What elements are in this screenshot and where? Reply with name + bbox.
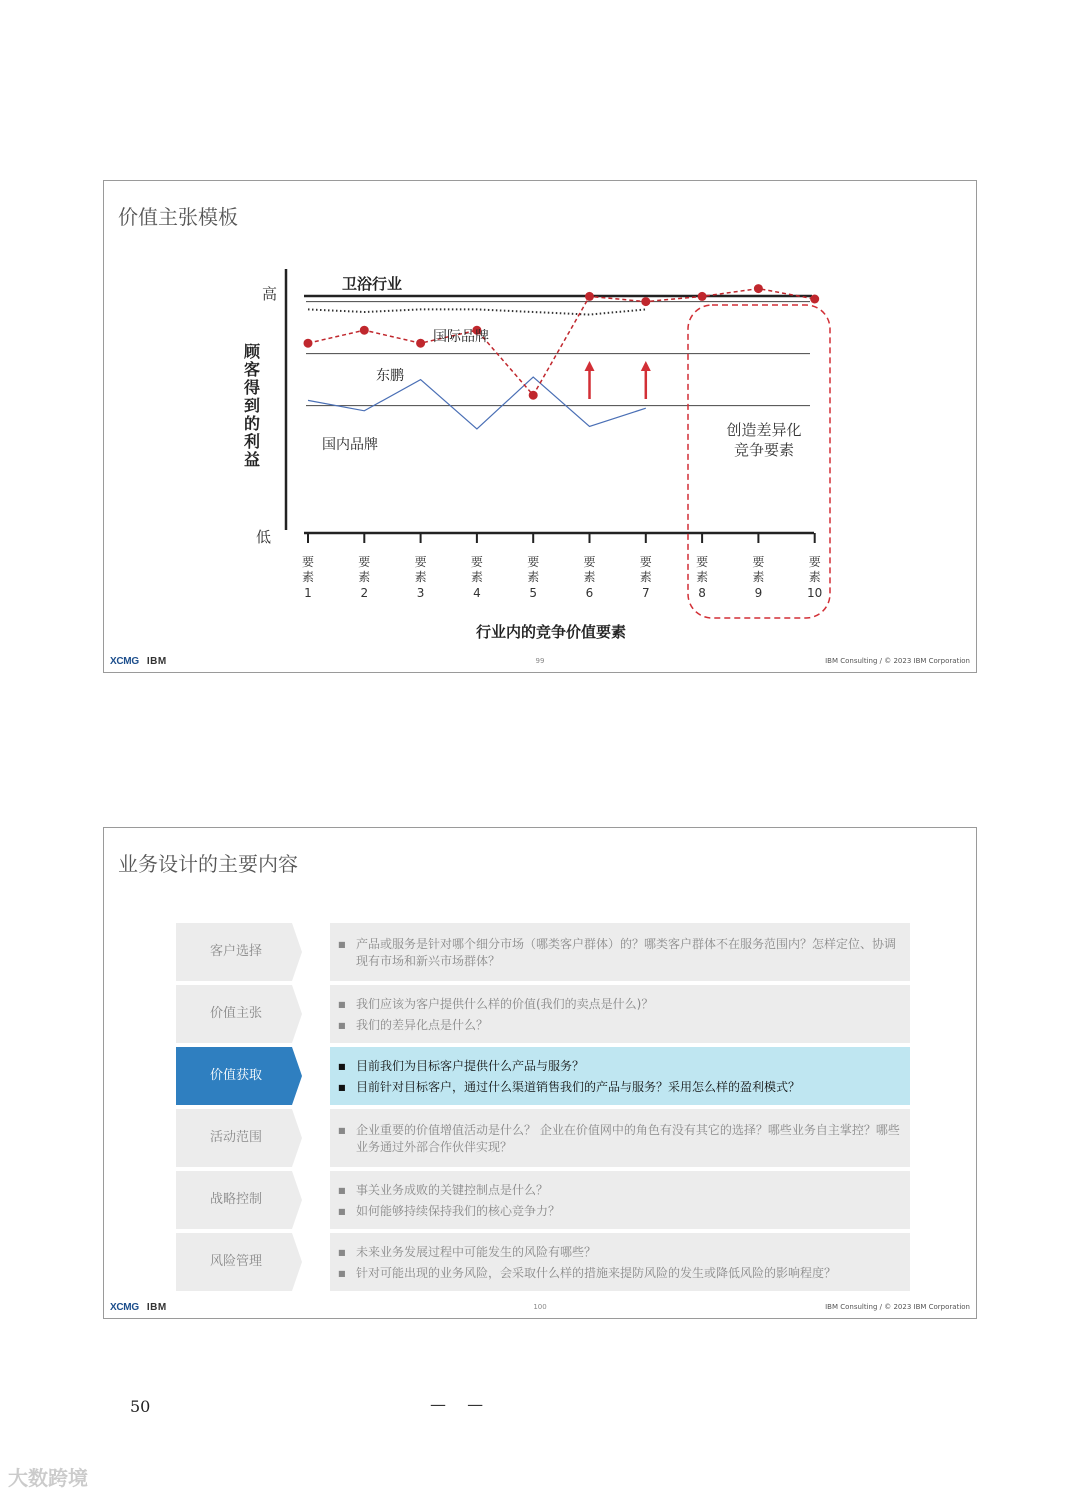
slide-title: 价值主张模板 xyxy=(118,205,238,229)
bullet-icon: ■ xyxy=(338,1126,346,1135)
x-axis-label: 行业内的竞争价值要素 xyxy=(475,623,627,641)
x-tick-label-top: 要 xyxy=(696,555,709,569)
series-point-dongpeng xyxy=(304,339,313,348)
copyright: IBM Consulting / © 2023 IBM Corporation xyxy=(825,657,970,665)
bullet-text: 未来业务发展过程中可能发生的风险有哪些？ xyxy=(356,1245,597,1259)
slide-business-design xyxy=(103,827,977,1319)
bullet-item xyxy=(338,1203,900,1220)
bullet-text: 事关业务成败的关键控制点是什么？ xyxy=(356,1183,549,1197)
xcmg-logo: XCMG xyxy=(110,656,139,667)
series-label-international: 国际品牌 xyxy=(433,329,489,345)
bullet-icon: ■ xyxy=(338,1186,346,1195)
design-row xyxy=(176,1233,910,1291)
industry-title: 卫浴行业 xyxy=(342,275,403,293)
y-axis-label-char: 益 xyxy=(243,450,261,469)
x-tick-label-top: 要 xyxy=(358,555,371,569)
y-axis-label-char: 客 xyxy=(243,360,261,379)
row-content xyxy=(330,1171,910,1229)
series-point-dongpeng xyxy=(416,339,425,348)
x-tick-label-number: 1 xyxy=(304,586,312,600)
row-label: 价值获取 xyxy=(209,1068,262,1083)
up-arrow-icon xyxy=(585,361,595,371)
bullet-text: 产品或服务是针对哪个细分市场（哪类客户群体）的？哪类客户群体不在服务范围内？怎样定位、协调现有市场和新兴市场群体？ xyxy=(356,937,897,968)
row-content xyxy=(330,1109,910,1167)
bullet-icon: ■ xyxy=(338,940,346,949)
x-tick-label-number: 2 xyxy=(360,586,369,600)
series-line-domestic xyxy=(308,377,646,429)
x-tick-label-mid: 素 xyxy=(414,570,427,584)
bullet-item xyxy=(338,1244,900,1261)
series-point-dongpeng xyxy=(698,292,707,301)
x-tick-label-top: 要 xyxy=(752,555,765,569)
up-arrow-icon xyxy=(641,361,651,371)
row-label: 客户选择 xyxy=(209,944,262,959)
series-label-dongpeng: 东鹏 xyxy=(376,368,404,384)
highlight-label-line2: 竞争要素 xyxy=(733,441,795,459)
bullet-item xyxy=(338,936,900,970)
row-tag xyxy=(176,1047,302,1105)
bullet-icon: ■ xyxy=(338,1269,346,1278)
row-content xyxy=(330,985,910,1043)
value-curve-chart xyxy=(104,181,978,674)
row-content xyxy=(330,1233,910,1291)
x-tick-label-top: 要 xyxy=(470,555,483,569)
x-tick-label-number: 7 xyxy=(641,586,650,600)
x-tick-label-mid: 素 xyxy=(639,570,652,584)
row-label: 风险管理 xyxy=(209,1254,262,1269)
row-tag xyxy=(176,923,302,981)
series-point-dongpeng xyxy=(529,391,538,400)
bullet-icon: ■ xyxy=(338,1021,346,1030)
x-tick-label-top: 要 xyxy=(639,555,652,569)
y-low-label: 低 xyxy=(256,528,272,546)
x-tick-label-number: 4 xyxy=(473,586,481,600)
bullet-text: 企业重要的价值增值活动是什么？ 企业在价值网中的角色有没有其它的选择？哪些业务自主掌控？哪些业务通过外部合作伙伴实现？ xyxy=(356,1123,900,1154)
x-tick-label-top: 要 xyxy=(808,555,821,569)
ibm-logo: IBM xyxy=(146,656,167,667)
copyright: IBM Consulting / © 2023 IBM Corporation xyxy=(825,1303,970,1311)
slide-page-number: 100 xyxy=(533,1303,547,1311)
y-high-label: 高 xyxy=(262,285,278,303)
ibm-logo: IBM xyxy=(146,1302,167,1313)
x-tick-label-mid: 素 xyxy=(752,570,765,584)
design-row xyxy=(176,1171,910,1229)
bullet-item xyxy=(338,1079,900,1096)
bullet-text: 目前针对目标客户，通过什么渠道销售我们的产品与服务？采用怎么样的盈利模式？ xyxy=(356,1080,801,1094)
bullet-text: 目前我们为目标客户提供什么产品与服务？ xyxy=(356,1059,585,1073)
row-tag xyxy=(176,1233,302,1291)
series-point-dongpeng xyxy=(754,284,763,293)
x-tick-label-top: 要 xyxy=(583,555,596,569)
row-label: 活动范围 xyxy=(209,1130,262,1145)
x-tick-label-number: 3 xyxy=(416,586,425,600)
bullet-icon: ■ xyxy=(338,1000,346,1009)
x-tick-label-number: 10 xyxy=(807,586,823,600)
x-tick-label-number: 5 xyxy=(529,586,538,600)
row-tag xyxy=(176,1171,302,1229)
row-tag xyxy=(176,1109,302,1167)
x-tick-label-top: 要 xyxy=(414,555,427,569)
business-design-table xyxy=(176,923,910,1295)
bullet-text: 如何能够持续保持我们的核心竞争力？ xyxy=(356,1204,561,1218)
bullet-text: 针对可能出现的业务风险，会采取什么样的措施来提防风险的发生或降低风险的影响程度？ xyxy=(356,1266,837,1280)
bullet-item xyxy=(338,1265,900,1282)
x-tick-label-number: 6 xyxy=(585,586,594,600)
bullet-text: 我们的差异化点是什么？ xyxy=(356,1018,489,1032)
slide-value-proposition xyxy=(103,180,977,673)
design-row xyxy=(176,923,910,981)
series-point-dongpeng xyxy=(641,297,650,306)
series-line-international xyxy=(308,309,646,314)
x-tick-label-mid: 素 xyxy=(808,570,821,584)
watermark: 大数跨境 xyxy=(8,1466,88,1490)
row-label: 价值主张 xyxy=(209,1006,262,1021)
bullet-icon: ■ xyxy=(338,1062,346,1071)
bullet-icon: ■ xyxy=(338,1248,346,1257)
design-row xyxy=(176,1047,910,1105)
x-tick-label-mid: 素 xyxy=(301,570,315,584)
row-tag xyxy=(176,985,302,1043)
x-tick-label-number: 9 xyxy=(754,586,763,600)
bullet-text: 我们应该为客户提供什么样的价值(我们的卖点是什么)？ xyxy=(356,997,654,1011)
y-axis-label-char: 利 xyxy=(243,432,261,451)
row-content xyxy=(330,1047,910,1105)
bullet-item xyxy=(338,1058,900,1075)
x-tick-label-mid: 素 xyxy=(527,570,540,584)
series-point-dongpeng xyxy=(360,326,369,335)
series-point-dongpeng xyxy=(810,295,819,304)
y-axis-label-char: 的 xyxy=(243,414,261,433)
y-axis-label-char: 得 xyxy=(243,378,261,397)
series-point-dongpeng xyxy=(585,292,594,301)
x-tick-label-mid: 素 xyxy=(583,570,596,584)
bullet-icon: ■ xyxy=(338,1207,346,1216)
x-tick-label-top: 要 xyxy=(301,555,315,569)
bullet-icon: ■ xyxy=(338,1083,346,1092)
x-tick-label-mid: 素 xyxy=(470,570,483,584)
x-tick-label-mid: 素 xyxy=(358,570,371,584)
xcmg-logo: XCMG xyxy=(110,1302,139,1313)
highlight-label-line1: 创造差异化 xyxy=(726,421,802,439)
row-content xyxy=(330,923,910,981)
design-row xyxy=(176,985,910,1043)
x-tick-label-number: 8 xyxy=(698,586,706,600)
x-tick-label-top: 要 xyxy=(527,555,540,569)
slide-page-number: 99 xyxy=(535,657,545,665)
y-axis-label-char: 顾 xyxy=(243,342,261,361)
bullet-item xyxy=(338,1122,900,1156)
x-tick-label-mid: 素 xyxy=(696,570,709,584)
row-label: 战略控制 xyxy=(209,1192,262,1207)
bullet-item xyxy=(338,1017,900,1034)
bullet-item xyxy=(338,1182,900,1199)
y-axis-label xyxy=(244,342,261,469)
slide-title: 业务设计的主要内容 xyxy=(118,852,298,876)
design-row xyxy=(176,1109,910,1167)
document-page-number: 50 xyxy=(130,1397,151,1416)
slide-footer xyxy=(110,1301,970,1315)
slide-footer xyxy=(110,655,970,669)
bullet-item xyxy=(338,996,900,1013)
page-dash: — — xyxy=(430,1395,492,1414)
y-axis-label-char: 到 xyxy=(243,396,261,415)
series-label-domestic: 国内品牌 xyxy=(322,437,378,453)
